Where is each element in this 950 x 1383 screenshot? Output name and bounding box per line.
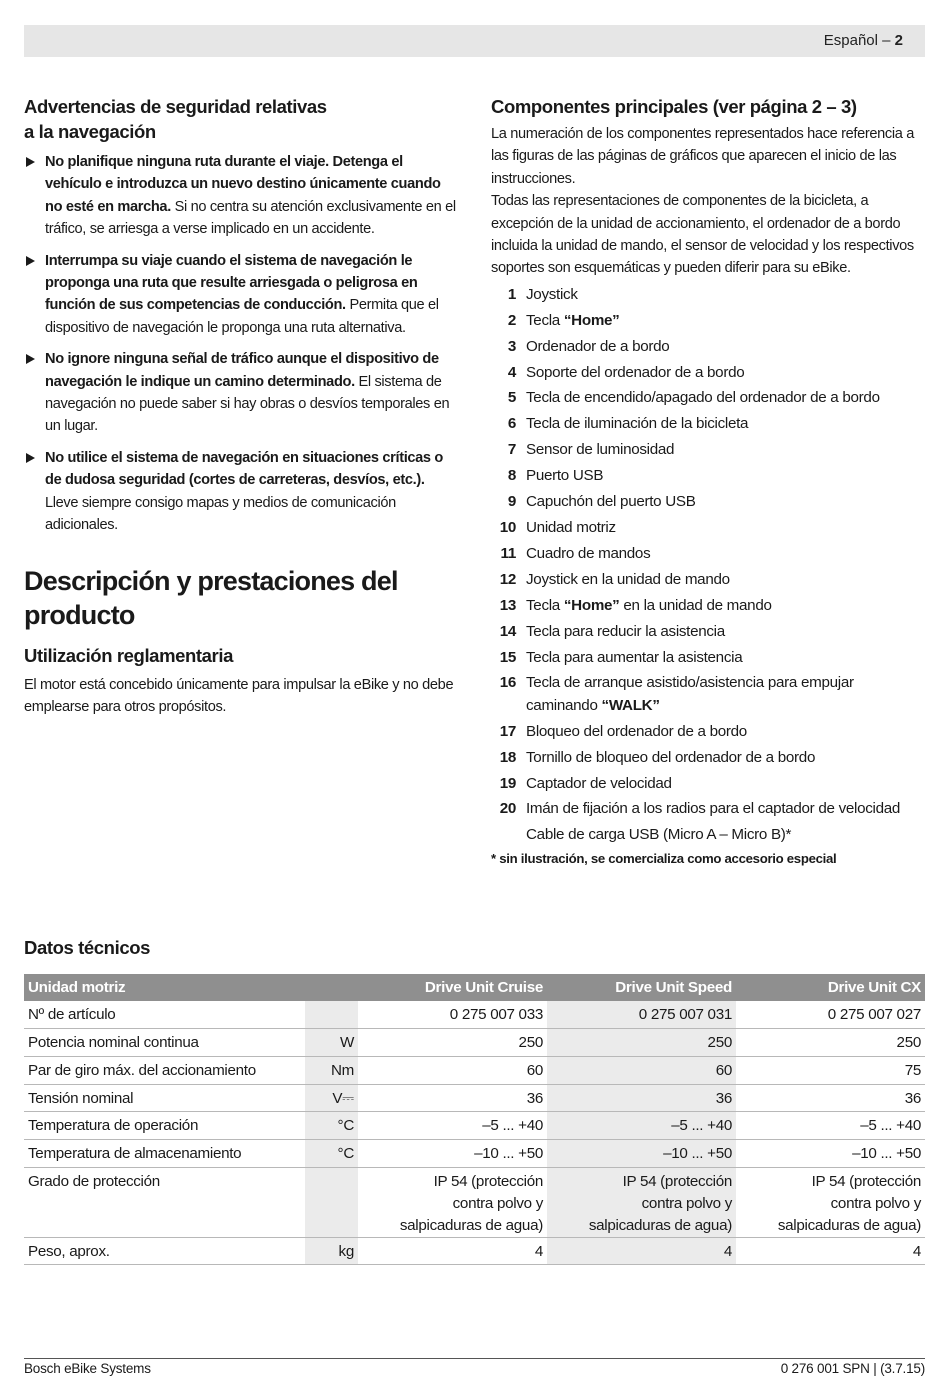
warning-item bbox=[24, 447, 460, 537]
component-number: 8 bbox=[507, 467, 516, 485]
component-label bbox=[526, 621, 725, 643]
component-label-text: Tecla para aumentar la asistencia bbox=[526, 648, 743, 666]
table-row bbox=[24, 1001, 925, 1029]
component-item bbox=[491, 362, 929, 384]
component-item bbox=[491, 773, 929, 795]
component-label bbox=[526, 747, 815, 769]
table-cell: IP 54 (protección contra polvo y salpicaduras de agua) bbox=[736, 1167, 925, 1237]
row-label: Nº de artículo bbox=[24, 1001, 305, 1029]
component-label bbox=[526, 439, 674, 461]
column-header bbox=[305, 974, 358, 1001]
table-cell: –5 ... +40 bbox=[736, 1112, 925, 1140]
page-header bbox=[24, 25, 925, 57]
component-label bbox=[526, 798, 900, 820]
component-item bbox=[491, 798, 929, 820]
component-number: 13 bbox=[499, 596, 516, 614]
column-header: Drive Unit Cruise bbox=[358, 974, 547, 1001]
component-label bbox=[526, 647, 742, 669]
component-item bbox=[491, 491, 929, 513]
component-number: 10 bbox=[499, 519, 516, 536]
column-header: Drive Unit CX bbox=[736, 974, 925, 1001]
triangle-bullet-icon bbox=[26, 453, 35, 463]
components-title: Componentes principales (ver página 2 – 3) bbox=[491, 96, 857, 117]
footer-company: Bosch eBike Systems bbox=[24, 1361, 151, 1376]
component-label-text: Cuadro de mandos bbox=[526, 544, 651, 562]
component-number: 4 bbox=[507, 363, 516, 381]
component-label bbox=[526, 387, 880, 409]
warning-item bbox=[24, 250, 460, 340]
triangle-bullet-icon bbox=[26, 157, 35, 167]
description-title-line2: producto bbox=[24, 599, 135, 630]
table-cell: IP 54 (protección contra polvo y salpicaduras de agua) bbox=[358, 1167, 547, 1237]
column-header: Drive Unit Speed bbox=[547, 974, 736, 1001]
component-label bbox=[526, 543, 650, 565]
component-label bbox=[526, 491, 696, 513]
component-label bbox=[526, 672, 929, 717]
table-cell: 75 bbox=[736, 1056, 925, 1084]
component-item bbox=[491, 569, 929, 591]
footer-divider bbox=[24, 1358, 925, 1359]
component-label-text: Tornillo de bloqueo del ordenador de a bordo bbox=[526, 748, 816, 766]
row-unit: W bbox=[305, 1029, 358, 1057]
table-header-row bbox=[24, 974, 925, 1001]
component-item bbox=[491, 595, 929, 617]
component-label-bold: “Home” bbox=[563, 596, 620, 614]
component-label-text: Imán de fijación a los radios para el captador de velocidad bbox=[526, 800, 901, 818]
component-number: 20 bbox=[499, 800, 516, 818]
table-row bbox=[24, 1167, 925, 1237]
row-label: Peso, aprox. bbox=[24, 1237, 305, 1265]
warning-text: Si no centra su atención exclusivamente en el tráfico, se arriesga a verse implicado en un accidente. bbox=[45, 198, 456, 238]
safety-title bbox=[24, 94, 460, 144]
footnote: * sin ilustración, se comercializa como accesorio especial bbox=[491, 851, 837, 867]
component-label bbox=[526, 595, 772, 617]
description-title-line1: Descripción y prestaciones del bbox=[24, 565, 398, 596]
component-label bbox=[526, 336, 669, 358]
component-label-text: en la unidad de mando bbox=[619, 596, 772, 614]
table-cell: 60 bbox=[358, 1056, 547, 1084]
row-label: Potencia nominal continua bbox=[24, 1029, 305, 1057]
table-cell: –10 ... +50 bbox=[547, 1139, 736, 1167]
component-number: 3 bbox=[507, 337, 516, 355]
component-label bbox=[526, 773, 672, 795]
footer-doc-number: 0 276 001 SPN | (3.7.15) bbox=[780, 1361, 925, 1376]
component-label-text: Bloqueo del ordenador de a bordo bbox=[526, 722, 747, 740]
component-item bbox=[491, 284, 929, 306]
table-cell: –5 ... +40 bbox=[358, 1112, 547, 1140]
row-label: Grado de protección bbox=[24, 1167, 305, 1237]
table-row bbox=[24, 1237, 925, 1265]
component-label-text: Ordenador de a bordo bbox=[526, 337, 670, 355]
component-label-text: Joystick en la unidad de mando bbox=[526, 570, 730, 588]
table-cell: 250 bbox=[736, 1029, 925, 1057]
component-item bbox=[491, 336, 929, 358]
component-number: 15 bbox=[499, 648, 516, 666]
component-label bbox=[526, 362, 744, 384]
component-number: 19 bbox=[499, 774, 516, 792]
left-column bbox=[24, 94, 460, 718]
row-unit: °C bbox=[305, 1139, 358, 1167]
row-unit: kg bbox=[305, 1237, 358, 1265]
component-label bbox=[526, 569, 730, 591]
component-label-text: Soporte del ordenador de a bordo bbox=[526, 363, 745, 381]
component-number bbox=[491, 824, 526, 846]
table-cell: 36 bbox=[547, 1084, 736, 1112]
column-header: Unidad motriz bbox=[24, 974, 305, 1001]
table-cell: 36 bbox=[736, 1084, 925, 1112]
table-cell: 0 275 007 031 bbox=[547, 1001, 736, 1029]
component-item bbox=[491, 621, 929, 643]
component-label-text: Captador de velocidad bbox=[526, 774, 672, 792]
warning-bold: No utilice el sistema de navegación en situaciones críticas o de dudosa seguridad (cortes de carreteras, desvíos, etc.). bbox=[45, 449, 443, 489]
component-label bbox=[526, 465, 603, 487]
component-label-text: Capuchón del puerto USB bbox=[526, 493, 696, 511]
component-label-text: Sensor de luminosidad bbox=[526, 441, 675, 459]
components-intro-2: Todas las representaciones de componentes de la bicicleta, a excepción de la unidad de accionamiento, el ordenador de a bordo incluida la unidad de mando, el sensor de velocidad y los respectivos soportes son esquemáticas y pueden diferir para su eBike. bbox=[491, 193, 914, 277]
component-number: 14 bbox=[499, 622, 516, 640]
component-number: 2 bbox=[507, 311, 516, 329]
component-item bbox=[491, 387, 929, 409]
table-cell: 4 bbox=[736, 1237, 925, 1265]
table-cell: 250 bbox=[358, 1029, 547, 1057]
warning-text: Lleve siempre consigo mapas y medios de comunicación adicionales. bbox=[45, 494, 396, 534]
right-column bbox=[491, 94, 929, 868]
header-dash: – bbox=[877, 32, 895, 49]
table-cell: IP 54 (protección contra polvo y salpicaduras de agua) bbox=[547, 1167, 736, 1237]
table-row bbox=[24, 1084, 925, 1112]
header-page-number: 2 bbox=[894, 32, 903, 49]
component-item bbox=[491, 310, 929, 332]
row-label: Par de giro máx. del accionamiento bbox=[24, 1056, 305, 1084]
warning-item bbox=[24, 151, 460, 241]
warning-bold: No ignore ninguna señal de tráfico aunque el dispositivo de navegación le indique un camino determinado. bbox=[45, 351, 439, 390]
component-number: 17 bbox=[499, 722, 516, 740]
component-label-text: Joystick bbox=[526, 285, 578, 303]
table-cell: –10 ... +50 bbox=[736, 1139, 925, 1167]
component-label bbox=[526, 284, 578, 306]
warning-bold: No planifique ninguna ruta durante el viaje. Detenga el vehículo e introduzca un nuevo destino únicamente cuando no esté en marcha. bbox=[45, 154, 441, 215]
component-item bbox=[491, 439, 929, 461]
table-row bbox=[24, 1029, 925, 1057]
component-item bbox=[491, 721, 929, 743]
component-label bbox=[526, 310, 619, 332]
component-item bbox=[491, 465, 929, 487]
component-label-text: Tecla de arranque asistido/asistencia para empujar caminando bbox=[526, 674, 854, 714]
row-label: Temperatura de almacenamiento bbox=[24, 1139, 305, 1167]
component-label-text: Unidad motriz bbox=[526, 519, 616, 536]
row-label: Temperatura de operación bbox=[24, 1112, 305, 1140]
table-row bbox=[24, 1139, 925, 1167]
safety-title-line1: Advertencias de seguridad relativas bbox=[24, 96, 327, 117]
component-label bbox=[526, 413, 748, 435]
table-cell: 250 bbox=[547, 1029, 736, 1057]
table-row bbox=[24, 1112, 925, 1140]
component-label-text: Tecla bbox=[526, 311, 564, 329]
page-header-label bbox=[824, 32, 903, 49]
row-unit bbox=[305, 1001, 358, 1029]
component-label-bold: “WALK” bbox=[601, 696, 660, 714]
table-cell: 0 275 007 027 bbox=[736, 1001, 925, 1029]
component-item bbox=[491, 672, 929, 717]
component-label bbox=[526, 517, 616, 539]
table-row bbox=[24, 1056, 925, 1084]
component-number: 11 bbox=[500, 544, 516, 562]
component-number: 18 bbox=[499, 748, 516, 766]
tech-data-title: Datos técnicos bbox=[24, 937, 150, 958]
components-list bbox=[491, 284, 929, 847]
component-item bbox=[491, 517, 929, 539]
component-label-text: Cable de carga USB (Micro A – Micro B)* bbox=[526, 826, 792, 844]
table-cell: 4 bbox=[547, 1237, 736, 1265]
row-unit: Nm bbox=[305, 1056, 358, 1084]
triangle-bullet-icon bbox=[26, 256, 35, 266]
component-number: 12 bbox=[499, 570, 516, 588]
component-label-text: Tecla bbox=[526, 596, 564, 614]
table-cell: –5 ... +40 bbox=[547, 1112, 736, 1140]
use-title: Utilización reglamentaria bbox=[24, 644, 233, 666]
component-label bbox=[526, 721, 747, 743]
component-item bbox=[491, 543, 929, 565]
component-item bbox=[491, 747, 929, 769]
component-label-text: Tecla de iluminación de la bicicleta bbox=[526, 415, 749, 433]
safety-title-line2: a la navegación bbox=[24, 121, 156, 142]
table-cell: 4 bbox=[358, 1237, 547, 1265]
component-number: 9 bbox=[507, 493, 516, 511]
use-text: El motor está concebido únicamente para impulsar la eBike y no debe emplearse para otros propósitos. bbox=[24, 676, 454, 715]
component-item bbox=[491, 647, 929, 669]
warning-item bbox=[24, 348, 460, 438]
table-cell: 36 bbox=[358, 1084, 547, 1112]
warning-text: Permita que el dispositivo de navegación le proponga una ruta alternativa. bbox=[45, 297, 439, 336]
components-intro: La numeración de los componentes representados hace referencia a las figuras de las páginas de gráficos que aparecen el inicio de las instrucciones. bbox=[491, 126, 914, 187]
component-number: 16 bbox=[499, 674, 516, 692]
row-unit: °C bbox=[305, 1112, 358, 1140]
warning-list bbox=[24, 151, 460, 537]
component-number: 5 bbox=[507, 389, 516, 407]
component-item bbox=[491, 824, 929, 846]
row-unit bbox=[305, 1167, 358, 1237]
table-cell: –10 ... +50 bbox=[358, 1139, 547, 1167]
component-number: 6 bbox=[507, 415, 516, 433]
row-label: Tensión nominal bbox=[24, 1084, 305, 1112]
component-number: 7 bbox=[507, 441, 516, 459]
description-title bbox=[24, 564, 460, 632]
header-language: Español bbox=[823, 32, 878, 49]
table-cell: 0 275 007 033 bbox=[358, 1001, 547, 1029]
table-cell: 60 bbox=[547, 1056, 736, 1084]
component-label-text: Tecla para reducir la asistencia bbox=[526, 622, 725, 640]
component-label-text: Tecla de encendido/apagado del ordenador de a bordo bbox=[526, 389, 880, 407]
triangle-bullet-icon bbox=[26, 354, 35, 364]
row-unit: V⎓ bbox=[305, 1084, 358, 1112]
component-item bbox=[491, 413, 929, 435]
warning-text: El sistema de navegación no puede saber si hay obras o desvíos temporales en un lugar. bbox=[45, 373, 450, 435]
tech-data-table bbox=[24, 974, 925, 1265]
warning-bold: Interrumpa su viaje cuando el sistema de navegación le proponga una ruta que resulte arriesgada o peligrosa en función de sus competencias de conducción. bbox=[45, 252, 418, 314]
component-label-bold: “Home” bbox=[563, 311, 620, 329]
component-label-text: Puerto USB bbox=[526, 467, 604, 485]
component-number: 1 bbox=[507, 285, 516, 303]
component-label bbox=[526, 824, 791, 846]
